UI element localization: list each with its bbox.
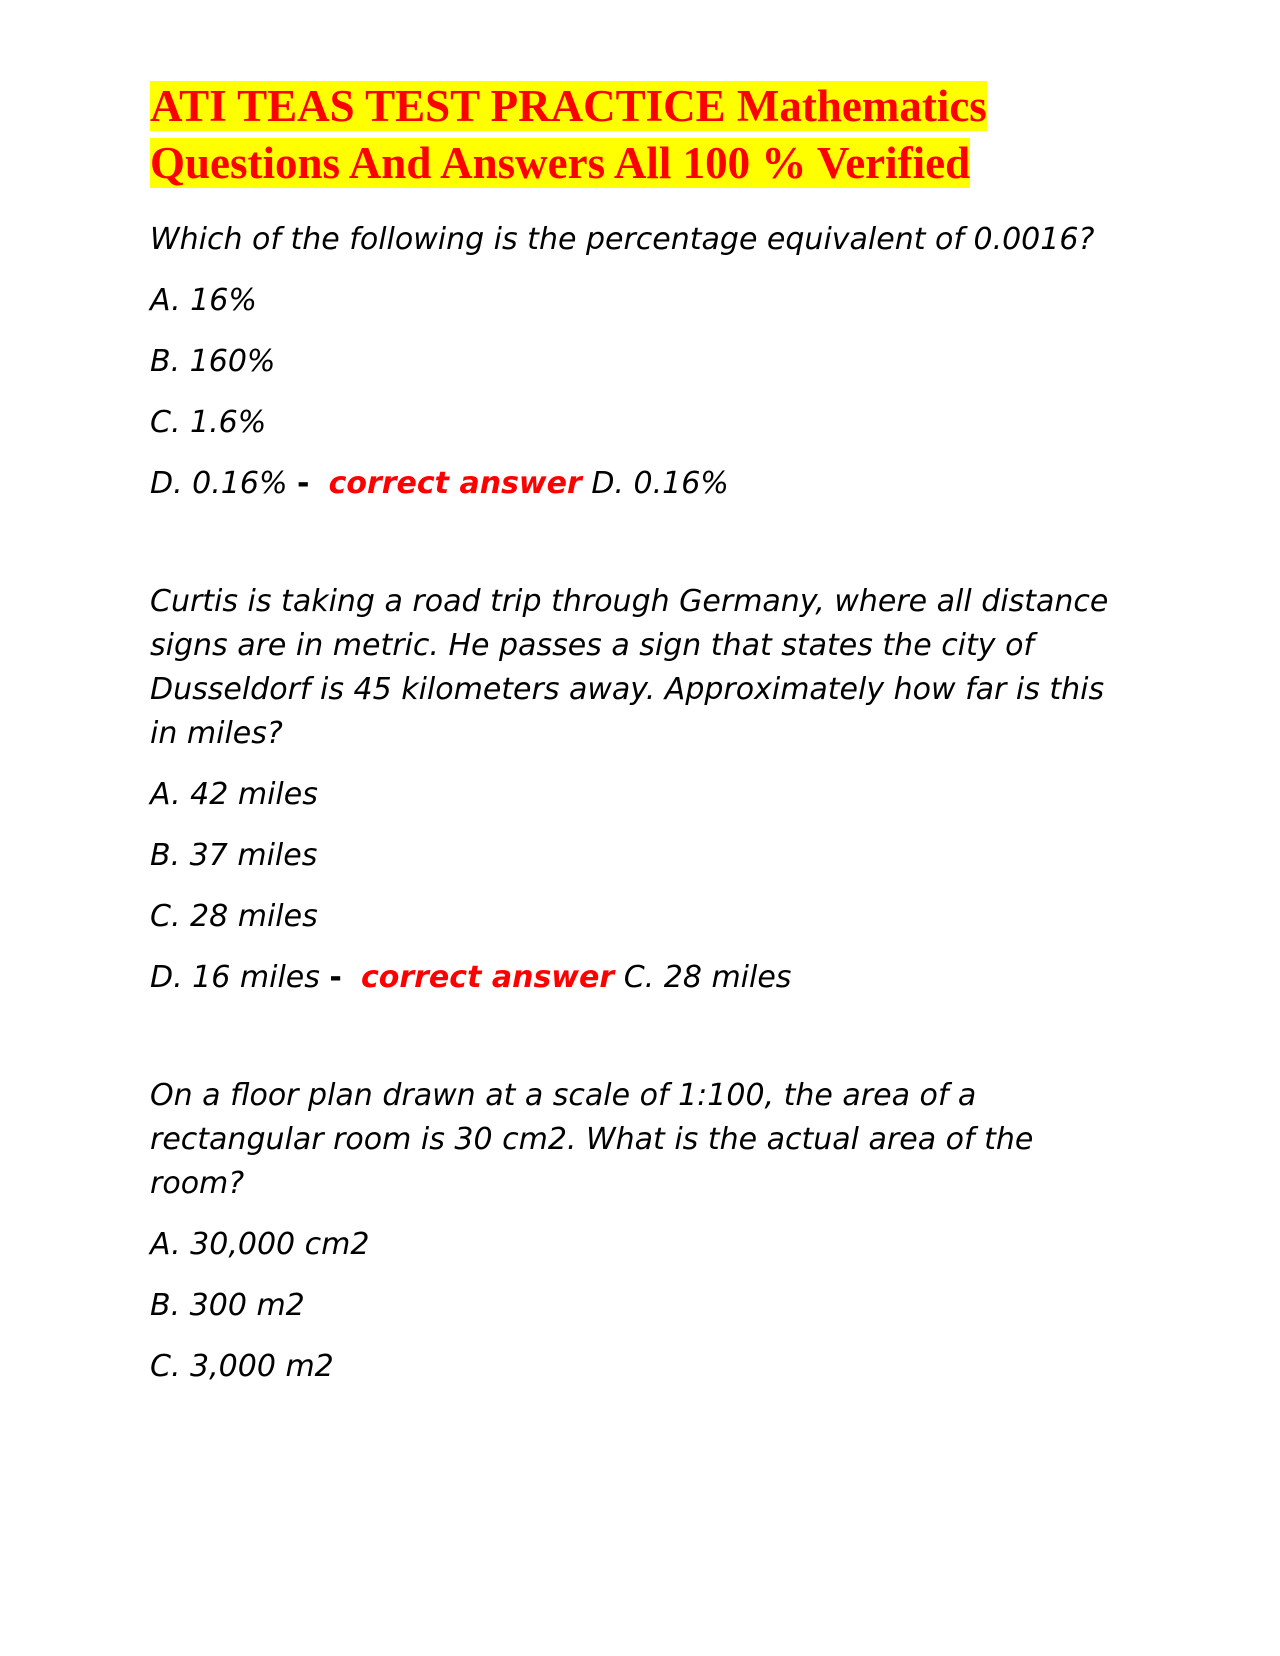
option-a: A. 16% [150,283,257,318]
option-c: C. 1.6% [150,405,267,440]
question-text: Curtis is taking a road trip through Germany, where all distance signs are in metric. He passes a sign that states the city of Dusseldorf is 45 kilometers away. Approximately how far is this in miles? [150,584,1109,751]
answer-separator: - [329,960,342,995]
option-b: B. 37 miles [150,838,318,873]
title-line-2: Questions And Answers All 100 % Verified [150,138,971,188]
option-c: C. 3,000 m2 [150,1349,334,1384]
option-d: D. 0.16% [150,466,288,501]
option-b: B. 300 m2 [150,1288,305,1323]
option-a: A. 42 miles [150,777,318,812]
option-d-with-answer [150,956,1130,1000]
option-b: B. 160% [150,344,276,379]
correct-answer-value: C. 28 miles [623,960,792,995]
question-text: On a floor plan drawn at a scale of 1:100, the area of a rectangular room is 30 cm2. What is the actual area of the room? [150,1078,1034,1201]
question-text: Which of the following is the percentage equivalent of 0.0016? [150,222,1095,257]
correct-answer-label: correct answer [328,466,582,501]
answer-separator: - [297,466,310,501]
document-title [150,78,1130,192]
option-d: D. 16 miles [150,960,320,995]
correct-answer-label: correct answer [360,960,615,995]
correct-answer-value: D. 0.16% [591,466,729,501]
option-c: C. 28 miles [150,899,318,934]
title-line-1: ATI TEAS TEST PRACTICE Mathematics [150,81,987,131]
question-block-1 [150,218,1130,506]
option-d-with-answer [150,462,1130,506]
option-a: A. 30,000 cm2 [150,1227,370,1262]
question-block-2 [150,580,1130,1000]
document-page [150,78,1130,1389]
question-block-3 [150,1074,1130,1389]
